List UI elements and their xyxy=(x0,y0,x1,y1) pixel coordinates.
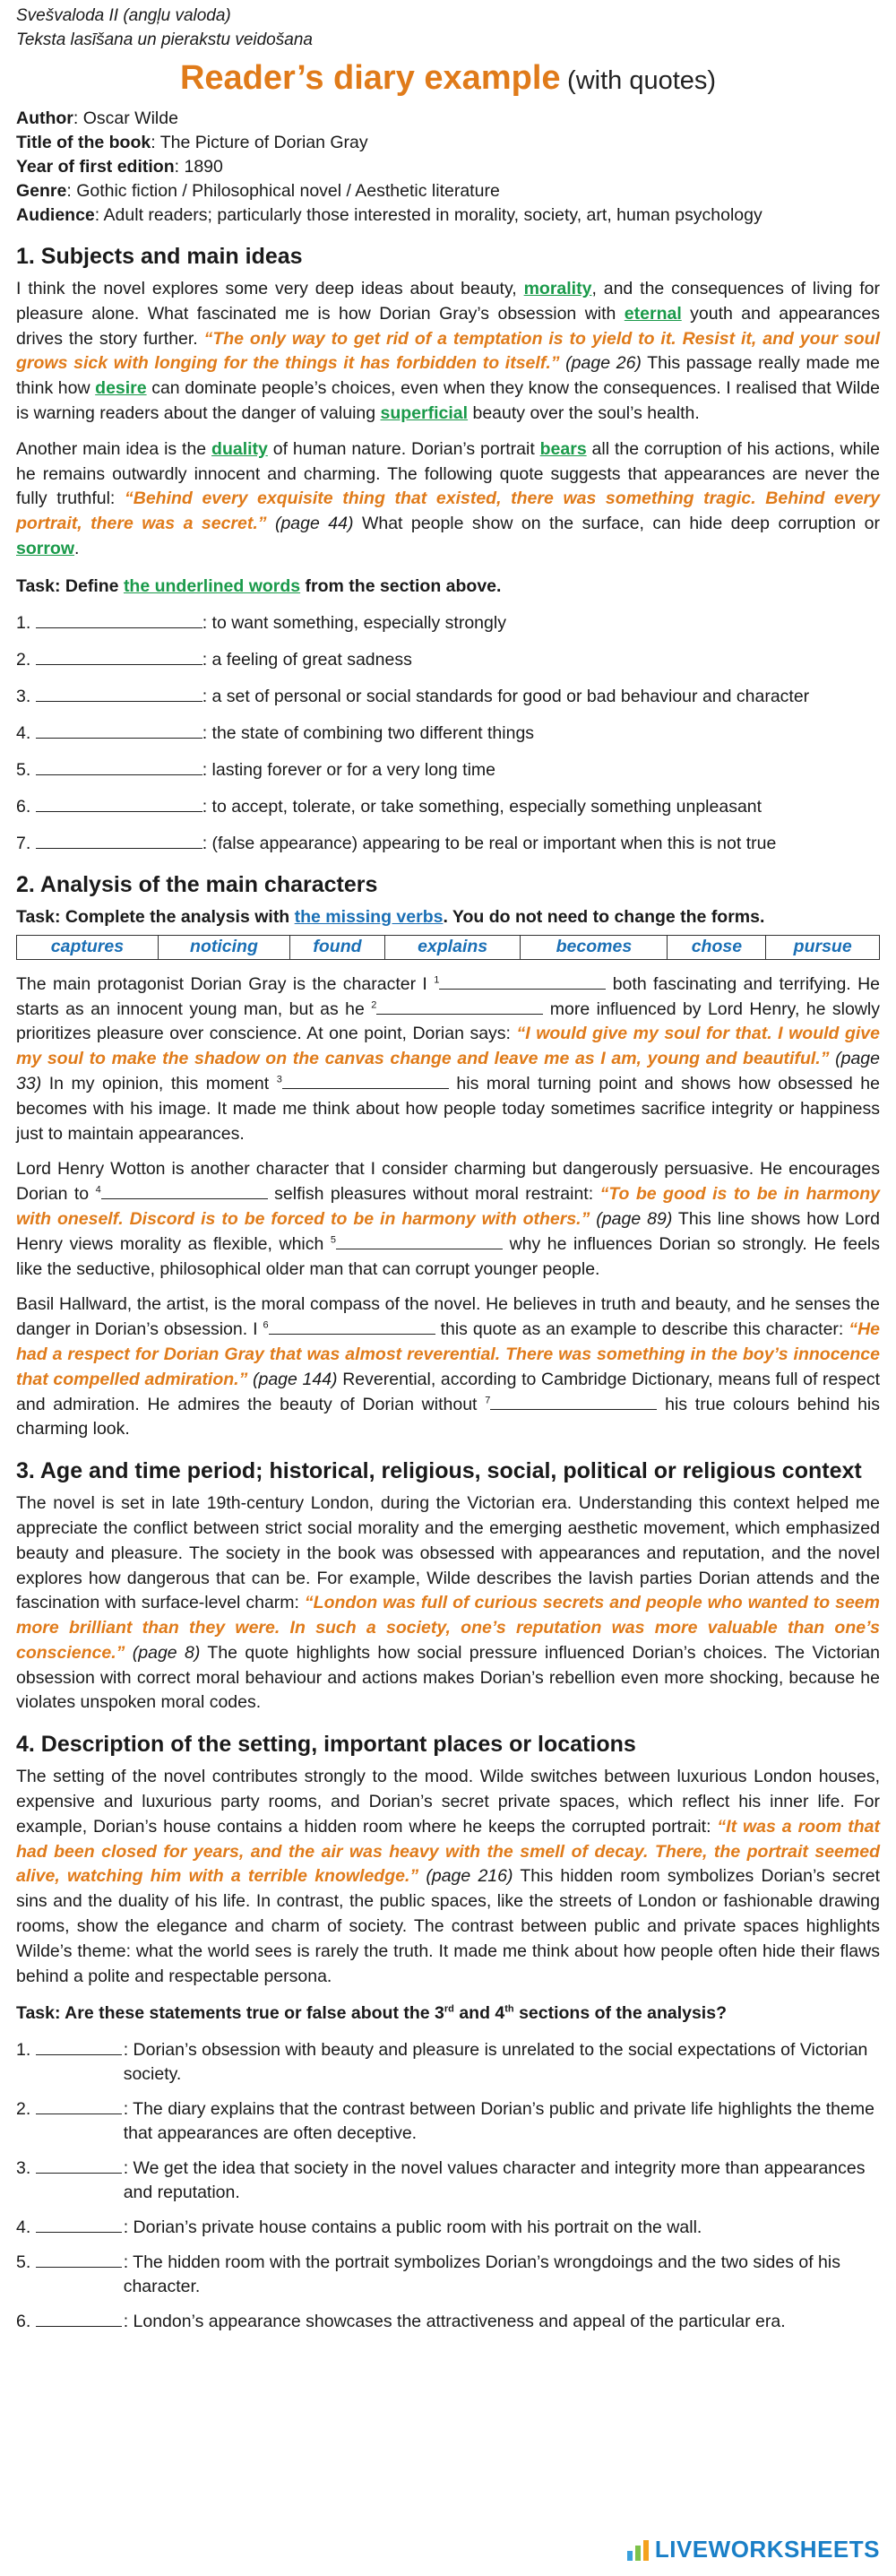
definition-item xyxy=(16,795,880,819)
superscript: th xyxy=(504,2003,514,2015)
text: selfish pleasures without moral restraint: xyxy=(267,1184,600,1205)
definition-text: : (false appearance) appearing to be real or important when this is not true xyxy=(202,833,777,853)
text: . xyxy=(74,538,80,558)
text: of human nature. Dorian’s portrait xyxy=(267,438,540,459)
text: can dominate people’s choices, even when they know the consequences. I realised that Wilde is warning readers about the danger of valuing xyxy=(16,378,880,423)
task-true-false xyxy=(16,2001,880,2026)
meta-title: Title of the book: The Picture of Dorian Gray xyxy=(16,133,368,152)
quote: “I would give my soul for that. I would give my soul to make the shadow on the canvas change and leave me as I am, young and beautiful.” xyxy=(16,1024,880,1069)
text: The main protagonist Dorian Gray is the character I xyxy=(16,973,435,994)
item-number: 5. xyxy=(16,759,31,780)
superscript: rd xyxy=(444,2003,454,2015)
definition-item xyxy=(16,648,880,672)
meta-value: 1890 xyxy=(184,157,223,177)
item-number: 3. xyxy=(16,2158,31,2179)
meta-label: Title of the book xyxy=(16,133,151,152)
meta-year: Year of first edition: 1890 xyxy=(16,157,223,177)
statement-item xyxy=(16,2097,880,2146)
course-name: Svešvaloda II (angļu valoda) xyxy=(16,6,231,25)
statement-item xyxy=(16,2310,880,2334)
verb-option: pursue xyxy=(766,935,880,959)
meta-label: Year of first edition xyxy=(16,157,175,177)
quote: “The only way to get rid of a temptation is to yield to it. Resist it, and your soul grows sick with longing for the things it has forbidden to itself.” xyxy=(16,328,880,374)
definition-item xyxy=(16,832,880,856)
definition-text: : a set of personal or social standards for good or bad behaviour and character xyxy=(202,686,810,706)
item-number: 5. xyxy=(16,2252,31,2273)
statement-text: : The diary explains that the contrast between Dorian’s public and private life highlights the theme that appearances are often deceptive. xyxy=(123,2099,874,2144)
item-number: 6. xyxy=(16,796,31,817)
answer-blank[interactable] xyxy=(36,2038,122,2055)
book-meta xyxy=(16,107,880,228)
course-topic: Teksta lasīšana un pierakstu veidošana xyxy=(16,30,313,49)
statement-number xyxy=(16,2038,122,2087)
statement-item xyxy=(16,2038,880,2087)
verb-option: becomes xyxy=(521,935,668,959)
text: youth and appearances drives the story further. xyxy=(16,303,880,349)
text: from the section above. xyxy=(300,575,502,596)
page-ref: (page 33) xyxy=(16,1049,880,1094)
statement-text: : The hidden room with the portrait symbolizes Dorian’s wrongdoings and the two sides of his character. xyxy=(123,2252,840,2297)
section-2-paragraph-2 xyxy=(16,1157,880,1282)
answer-blank[interactable] xyxy=(36,2157,122,2174)
statement-number xyxy=(16,2097,122,2146)
text: , and the consequences of living for pleasure alone. What fascinated me is how Dorian Gray’s obsession with xyxy=(16,279,880,324)
statement-item xyxy=(16,2157,880,2205)
answer-blank[interactable] xyxy=(36,2216,122,2233)
title-main: Reader’s diary example xyxy=(179,59,561,97)
meta-label: Audience xyxy=(16,205,95,225)
section-1-heading: 1. Subjects and main ideas xyxy=(16,244,303,269)
meta-value: The Picture of Dorian Gray xyxy=(159,133,368,152)
item-number: 4. xyxy=(16,2217,31,2238)
item-number: 1. xyxy=(16,2040,31,2061)
item-number: 4. xyxy=(16,722,31,743)
meta-value: Adult readers; particularly those interested in morality, society, art, human psychology xyxy=(103,205,762,225)
verb-bank xyxy=(16,935,880,960)
text: Task: Complete the analysis with xyxy=(16,906,295,927)
text: more influenced by Lord Henry, he slowly prioritizes pleasure over conscience. At one point, Dorian says: xyxy=(16,998,880,1044)
gap-blank[interactable] xyxy=(269,1318,435,1335)
text: Task: Are these statements true or false about the 3 xyxy=(16,2003,444,2024)
definition-item xyxy=(16,758,880,782)
section-2-heading: 2. Analysis of the main characters xyxy=(16,871,378,897)
meta-value: Gothic fiction / Philosophical novel / Aesthetic literature xyxy=(76,181,500,201)
section-4-paragraph xyxy=(16,1765,880,1989)
verb-option: chose xyxy=(668,935,766,959)
logo-text: LIVEWORKSHEETS xyxy=(654,2536,880,2563)
definition-text: : to want something, especially strongly xyxy=(202,612,506,633)
page-ref: (page 144) xyxy=(247,1369,338,1389)
text: both fascinating and terrifying. He starts as an innocent young man, but as he xyxy=(16,973,880,1019)
text: What people show on the surface, can hide deep corruption or xyxy=(353,514,880,534)
statement-text: : Dorian’s obsession with beauty and pleasure is unrelated to the social expectations of Victorian society. xyxy=(123,2040,868,2085)
gap-blank[interactable] xyxy=(101,1182,268,1199)
verb-option: found xyxy=(290,935,385,959)
page-ref: (page 8) xyxy=(125,1642,201,1663)
page-ref: (page 89) xyxy=(590,1208,673,1229)
gap-blank[interactable] xyxy=(336,1232,503,1249)
task-missing-verbs xyxy=(16,905,880,929)
gap-number: 5 xyxy=(330,1234,337,1246)
definitions-list xyxy=(16,611,880,856)
gap-number: 7 xyxy=(485,1395,491,1406)
section-1-paragraph-1 xyxy=(16,277,880,427)
gap-blank[interactable] xyxy=(439,972,606,990)
gap-number: 6 xyxy=(263,1319,269,1331)
text: Basil Hallward, the artist, is the moral compass of the novel. He believes in truth and beauty, and he senses the danger in Dorian’s obsession. I xyxy=(16,1294,880,1340)
quote: “To be good is to be in harmony with oneself. Discord is to be forced to be in harmony with others.” xyxy=(16,1184,881,1229)
keyword-bears: bears xyxy=(539,438,587,459)
keyword-eternal: eternal xyxy=(624,303,682,324)
item-number: 2. xyxy=(16,2099,31,2120)
gap-number: 1 xyxy=(434,974,440,986)
verb-bank-row xyxy=(17,935,880,959)
gap-number: 4 xyxy=(95,1184,101,1196)
section-1-paragraph-2 xyxy=(16,437,880,562)
meta-author: Author: Oscar Wilde xyxy=(16,108,178,128)
text: This passage really made me think how xyxy=(16,353,880,399)
liveworksheets-icon xyxy=(626,2538,650,2562)
statement-number xyxy=(16,2310,122,2334)
answer-blank[interactable] xyxy=(36,832,202,849)
item-number: 6. xyxy=(16,2312,31,2332)
text: Lord Henry Wotton is another character that I consider charming but dangerously persuasive. He encourages Dorian to xyxy=(16,1159,880,1205)
text: This hidden room symbolizes Dorian’s secret sins and the duality of his life. In contrast, the public spaces, like the streets of London or fashionable drawing rooms, show the elegance and charm of society. The contrast between public and private spaces highlights Wilde’s theme: what the world sees is rarely the truth. It made me think about how people often hide their flaws behind a polite and respectable persona. xyxy=(16,1866,880,1986)
definition-item xyxy=(16,722,880,746)
statement-number xyxy=(16,2216,122,2240)
item-number: 7. xyxy=(16,833,31,853)
meta-label: Author xyxy=(16,108,73,128)
answer-blank[interactable] xyxy=(36,795,202,812)
quote: “It was a room that had been closed for years, and the air was heavy with the smell of decay. There, the portrait seemed alive, watching him with a terrible knowledge.” xyxy=(16,1816,881,1887)
liveworksheets-logo[interactable] xyxy=(626,2536,880,2563)
page-title xyxy=(16,59,880,98)
verb-option: explains xyxy=(384,935,521,959)
meta-genre: Genre: Gothic fiction / Philosophical novel / Aesthetic literature xyxy=(16,181,500,201)
statement-item xyxy=(16,2216,880,2240)
answer-blank[interactable] xyxy=(36,2310,122,2327)
meta-audience: Audience: Adult readers; particularly those interested in morality, society, art, human psychology xyxy=(16,205,762,225)
worksheet-page xyxy=(16,4,880,2345)
text: sections of the analysis? xyxy=(513,2003,727,2024)
answer-blank[interactable] xyxy=(36,611,202,628)
answer-blank[interactable] xyxy=(36,758,202,775)
text: In my opinion, this moment xyxy=(41,1073,277,1094)
answer-blank[interactable] xyxy=(36,722,202,739)
task-keyword: the missing verbs xyxy=(294,906,444,927)
title-sub: (with quotes) xyxy=(567,66,717,95)
quote: “London was full of curious secrets and people who wanted to seem more brilliant than they were. In such a society, one’s reputation was more valuable than one’s conscience.” xyxy=(16,1593,880,1663)
statement-text: : Dorian’s private house contains a public room with his portrait on the wall. xyxy=(123,2217,702,2238)
answer-blank[interactable] xyxy=(36,2097,122,2114)
gap-number: 3 xyxy=(276,1074,282,1085)
statement-number xyxy=(16,2157,122,2205)
meta-value: Oscar Wilde xyxy=(82,108,178,128)
text: this quote as an example to describe this character: xyxy=(435,1319,849,1340)
answer-blank[interactable] xyxy=(36,648,202,665)
item-number: 2. xyxy=(16,649,31,670)
gap-blank[interactable] xyxy=(282,1072,449,1089)
verb-option: noticing xyxy=(158,935,289,959)
text: Task: Define xyxy=(16,575,124,596)
text: all the corruption of his actions, while he remains outwardly innocent and charming. The following quote suggests that appearances are never the fully truthful: xyxy=(16,438,880,509)
definition-text: : a feeling of great sadness xyxy=(202,649,412,670)
statement-text: : London’s appearance showcases the attractiveness and appeal of the particular era. xyxy=(123,2312,786,2332)
text: his true colours behind his charming look. xyxy=(16,1394,880,1439)
text: This line shows how Lord Henry views morality as flexible, which xyxy=(16,1208,880,1254)
text: his moral turning point and shows how obsessed he becomes with his image. It made me think about how people today sometimes sacrifice integrity or happiness just to maintain appearances. xyxy=(16,1073,880,1144)
task-define xyxy=(16,575,880,599)
gap-number: 2 xyxy=(371,999,377,1011)
definition-text: : lasting forever or for a very long time xyxy=(202,759,495,780)
definition-item xyxy=(16,611,880,635)
statement-text: : We get the idea that society in the novel values character and integrity more than appearances and reputation. xyxy=(123,2158,866,2203)
text: why he influences Dorian so strongly. He feels like the seductive, philosophical older man that can corrupt younger people. xyxy=(16,1233,881,1279)
text: The quote highlights how social pressure influenced Dorian’s choices. The Victorian obsession with correct moral behaviour and actions makes Dorian’s rebellion even more shocking, because he violates unspoken moral codes. xyxy=(16,1642,880,1713)
answer-blank[interactable] xyxy=(36,2251,122,2268)
page-ref: (page 26) xyxy=(559,353,642,374)
answer-blank[interactable] xyxy=(36,685,202,702)
text: The setting of the novel contributes strongly to the mood. Wilde switches between luxurious London houses, expensive and luxurious party rooms, and Dorian’s secret private spaces, which reflect his inner life. For example, Dorian’s house contains a hidden room where he keeps the corrupted portrait: xyxy=(16,1767,880,1837)
gap-blank[interactable] xyxy=(376,998,543,1015)
keyword-desire: desire xyxy=(95,378,147,399)
item-number: 1. xyxy=(16,612,31,633)
text: . You do not need to change the forms. xyxy=(443,906,765,927)
definition-item xyxy=(16,685,880,709)
meta-label: Genre xyxy=(16,181,67,201)
item-number: 3. xyxy=(16,686,31,706)
statement-item xyxy=(16,2251,880,2299)
quote: “Behind every exquisite thing that existed, there was something tragic. Behind every portrait, there was a secret.” xyxy=(16,488,880,534)
section-2-paragraph-1 xyxy=(16,972,880,1147)
keyword-superficial: superficial xyxy=(380,402,469,423)
definition-text: : the state of combining two different things xyxy=(202,722,535,743)
keyword-morality: morality xyxy=(523,279,592,298)
text: The novel is set in late 19th-century London, during the Victorian era. Understanding this context helped me appreciate the conflict between strict social morality and the emerging aesthetic movement, which emphasized beauty and pleasure. The society in the book was obsessed with appearances and reputation, and the novel explores how dangerous that can be. For example, Wilde describes the lavish parties Dorian attends and the fascination with surface-level charm: xyxy=(16,1493,880,1613)
quote: “He had a respect for Dorian Gray that was almost reverential. There was something in the boy’s innocence that compelled admiration.” xyxy=(16,1319,880,1389)
gap-blank[interactable] xyxy=(490,1393,657,1410)
task-keyword: the underlined words xyxy=(123,575,301,596)
statement-number xyxy=(16,2251,122,2299)
section-3-heading: 3. Age and time period; historical, religious, social, political or religious context xyxy=(16,1458,862,1484)
section-4-heading: 4. Description of the setting, important places or locations xyxy=(16,1732,636,1758)
text: and 4 xyxy=(453,2003,505,2024)
keyword-sorrow: sorrow xyxy=(16,538,75,558)
verb-option: captures xyxy=(17,935,159,959)
text: Another main idea is the xyxy=(16,438,212,459)
section-3-paragraph xyxy=(16,1491,880,1716)
section-2-paragraph-3 xyxy=(16,1292,880,1442)
page-ref: (page 216) xyxy=(418,1866,513,1887)
statements-list xyxy=(16,2038,880,2334)
keyword-duality: duality xyxy=(211,438,268,459)
text: Reverential, according to Cambridge Dictionary, means full of respect and admiration. He admires the beauty of Dorian without xyxy=(16,1369,880,1414)
definition-text: : to accept, tolerate, or take something, especially something unpleasant xyxy=(202,796,762,817)
text: beauty over the soul’s health. xyxy=(468,402,700,423)
page-ref: (page 44) xyxy=(266,514,354,534)
text: I think the novel explores some very deep ideas about beauty, xyxy=(16,279,524,298)
